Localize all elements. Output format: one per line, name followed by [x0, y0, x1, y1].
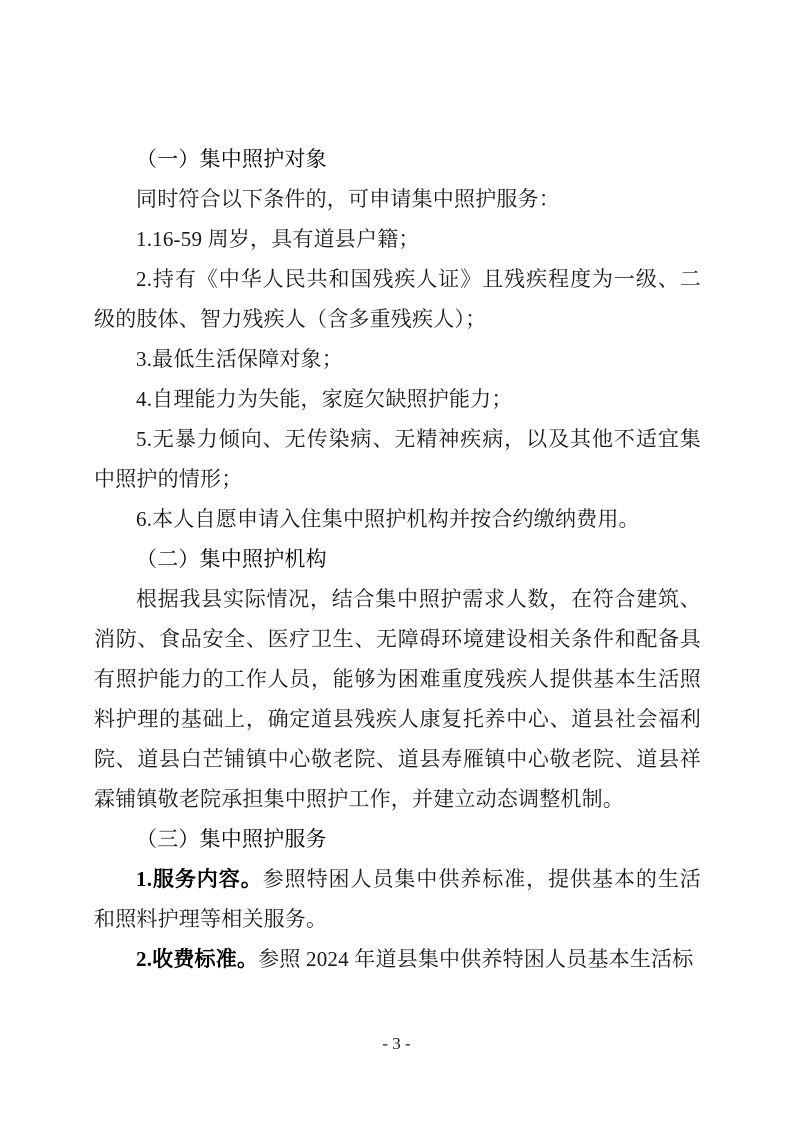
service-item-1-lead: 1.服务内容。 [136, 867, 263, 891]
document-body [94, 139, 701, 979]
intro-paragraph: 同时符合以下条件的，可申请集中照护服务： [136, 187, 560, 211]
service-item-2 [94, 939, 701, 979]
section-heading-1: （一）集中照护对象 [136, 147, 327, 171]
condition-item-2: 2.持有《中华人民共和国残疾人证》且残疾程度为一级、二级的肢体、智力残疾人（含多重残疾人）； [94, 267, 701, 331]
service-item-2-lead: 2.收费标准。 [136, 947, 259, 971]
condition-item-4: 4.自理能力为失能，家庭欠缺照护能力； [136, 387, 513, 411]
service-item-1 [94, 859, 701, 939]
condition-item-6: 6.本人自愿申请入住集中照护机构并按合约缴纳费用。 [136, 507, 640, 531]
section-heading-2: （二）集中照护机构 [136, 547, 327, 571]
condition-item-3: 3.最低生活保障对象； [136, 347, 343, 371]
condition-item-5: 5.无暴力倾向、无传染病、无精神疾病，以及其他不适宜集中照护的情形； [94, 427, 701, 491]
section-heading-3: （三）集中照护服务 [136, 827, 327, 851]
condition-item-1: 1.16-59 周岁，具有道县户籍； [136, 227, 420, 251]
page-number: - 3 - [382, 1034, 411, 1053]
service-item-1-text: 参照特困人员集中供养标准，提供基本的生活和照料护理等相关服务。 [94, 867, 702, 931]
service-item-2-text: 参照 2024 年道县集中供养特困人员基本生活标 [258, 947, 694, 971]
institutions-paragraph: 根据我县实际情况，结合集中照护需求人数，在符合建筑、消防、食品安全、医疗卫生、无障碍环境建设相关条件和配备具有照护能力的工作人员，能够为困难重度残疾人提供基本生活照料护理的基础上，确定道县残疾人康复托养中心、道县社会福利院、道县白芒铺镇中心敬老院、道县寿雁镇中心敬老院、道县祥霖铺镇敬老院承担集中照护工作，并建立动态调整机制。 [94, 587, 701, 811]
